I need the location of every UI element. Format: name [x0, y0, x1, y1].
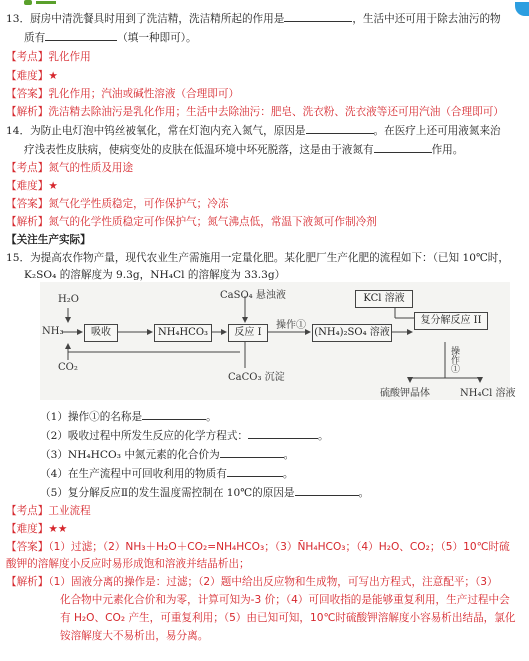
q15-daan-line1: 【答案】（1）过滤；（2）NH₃＋H₂O＋CO₂=NH₄HCO₃；（3）N̄H₄HCO₃；（4）H₂O、CO₂；（5）10℃时硫 — [6, 541, 510, 553]
q13-line2: 质有 （填一种即可）。 — [24, 29, 197, 46]
q14-nandu: 【难度】★ — [6, 180, 58, 192]
label-caso4: CaSO₄ 悬浊液 — [220, 290, 286, 301]
q13-kaodian: 【考点】乳化作用 — [6, 51, 91, 63]
q15-sub2: （2）吸收过程中所发生反应的化学方程式： 。 — [40, 427, 329, 444]
label-nh4cl: NH₄Cl 溶液 — [460, 388, 516, 399]
box-nh4hco3: NH₄HCO₃ — [154, 324, 212, 342]
label-op1b: 操作① — [449, 346, 459, 373]
q15-jiexi-line2: 化合物中元素化合价和为零，计算可知为-3 价；（4）可回收指的是能够重复利用，生产过程中会 — [60, 594, 510, 606]
q15-daan-line2: 酸钾的溶解度小反应时易形成饱和溶液并结晶析出； — [6, 558, 250, 570]
box-react2: 复分解反应 II — [414, 312, 488, 330]
q15-jiexi-line3: 有 H₂O、CO₂ 产生，可重复利用；（5）由已知可知，10℃时硫酸钾溶解度小容易析出结晶，氯化 — [60, 612, 516, 624]
q14-kaodian: 【考点】氮气的性质及用途 — [6, 162, 134, 174]
q13-jiexi: 【解析】洗洁精去除油污是乳化作用；生活中去除油污：肥皂、洗衣粉、洗衣液等还可用汽油（合理即可） — [6, 106, 504, 118]
q15-sub1-blank — [142, 408, 206, 420]
q15-jiexi-line4: 铵溶解度大不易析出，易分离。 — [60, 630, 209, 642]
q15-jiexi-line1: 【解析】（1）固液分离的操作是：过滤；（2）题中给出反应物和生成物，可写出方程式，注意配平；（3） — [6, 576, 498, 588]
label-h2o: H₂O — [58, 294, 79, 305]
corner-tab-icon — [515, 2, 529, 16]
top-decoration — [0, 0, 529, 6]
label-nh3: NH₃ — [42, 326, 64, 337]
q15-sub3: （3）NH₄HCO₃ 中氮元素的化合价为 。 — [40, 446, 294, 463]
q14-blank1 — [306, 122, 374, 134]
q14-daan: 【答案】氮气化学性质稳定，可作保护气；冷冻 — [6, 198, 229, 210]
q13-line1: 13．厨房中清洗餐具时用到了洗洁精，洗洁精所起的作用是 ，生活中还可用于除去油污的物 — [6, 10, 501, 27]
q15-sub5: （5）复分解反应Ⅱ的发生温度需控制在 10℃的原因是 。 — [40, 484, 369, 501]
q15-kaodian: 【考点】工业流程 — [6, 505, 91, 517]
q14-jiexi: 【解析】氮气的化学性质稳定可作保护气；氮气沸点低，常温下液氮可作制冷剂 — [6, 216, 377, 228]
label-co2: CO₂ — [58, 362, 78, 373]
q14-line2: 疗浅表性皮肤病，使病变处的皮肤在低温环境中坏死脱落，这是由于液氮有 作用。 — [24, 141, 463, 158]
q15-sub3-blank — [220, 446, 284, 458]
box-absorb: 吸收 — [84, 324, 118, 342]
flow-diagram — [40, 282, 516, 400]
q15-sub4-blank — [227, 465, 283, 477]
q15-line2: K₂SO₄ 的溶解度为 9.3g，NH₄Cl 的溶解度为 33.3g） — [24, 269, 286, 281]
q13-blank2 — [45, 29, 117, 41]
q13-nandu: 【难度】★ — [6, 70, 58, 82]
q14-blank2 — [374, 141, 432, 153]
label-op1: 操作① — [276, 320, 306, 331]
q13-daan: 【答案】乳化作用；汽油或碱性溶液（合理即可） — [6, 88, 240, 100]
section-heading: 【关注生产实际】 — [6, 234, 91, 246]
box-nh4so4: (NH₄)₂SO₄ 溶液 — [312, 324, 392, 342]
top-line — [36, 1, 56, 4]
q14-line1: 14．为防止电灯泡中钨丝被氧化，常在灯泡内充入氮气，原因是 。在医疗上还可用液氮来治 — [6, 122, 501, 139]
label-caco3: CaCO₃ 沉淀 — [228, 372, 285, 383]
top-dot — [24, 0, 32, 5]
q15-sub5-blank — [295, 484, 359, 496]
box-kcl: KCl 溶液 — [355, 290, 413, 308]
q15-nandu: 【难度】★★ — [6, 523, 68, 535]
box-react1: 反应 I — [228, 324, 268, 342]
q15-sub4: （4）在生产流程中可回收利用的物质有 。 — [40, 465, 293, 482]
label-k2so4: 硫酸钾晶体 — [380, 388, 430, 399]
q15-sub2-blank — [248, 427, 318, 439]
q15-sub1: （1）操作①的名称是 。 — [40, 408, 217, 425]
q13-blank1 — [284, 10, 352, 22]
q15-line1: 15．为提高农作物产量，现代农业生产需施用一定量化肥。某化肥厂生产化肥的流程如下：（已知 10℃时， — [6, 252, 509, 264]
